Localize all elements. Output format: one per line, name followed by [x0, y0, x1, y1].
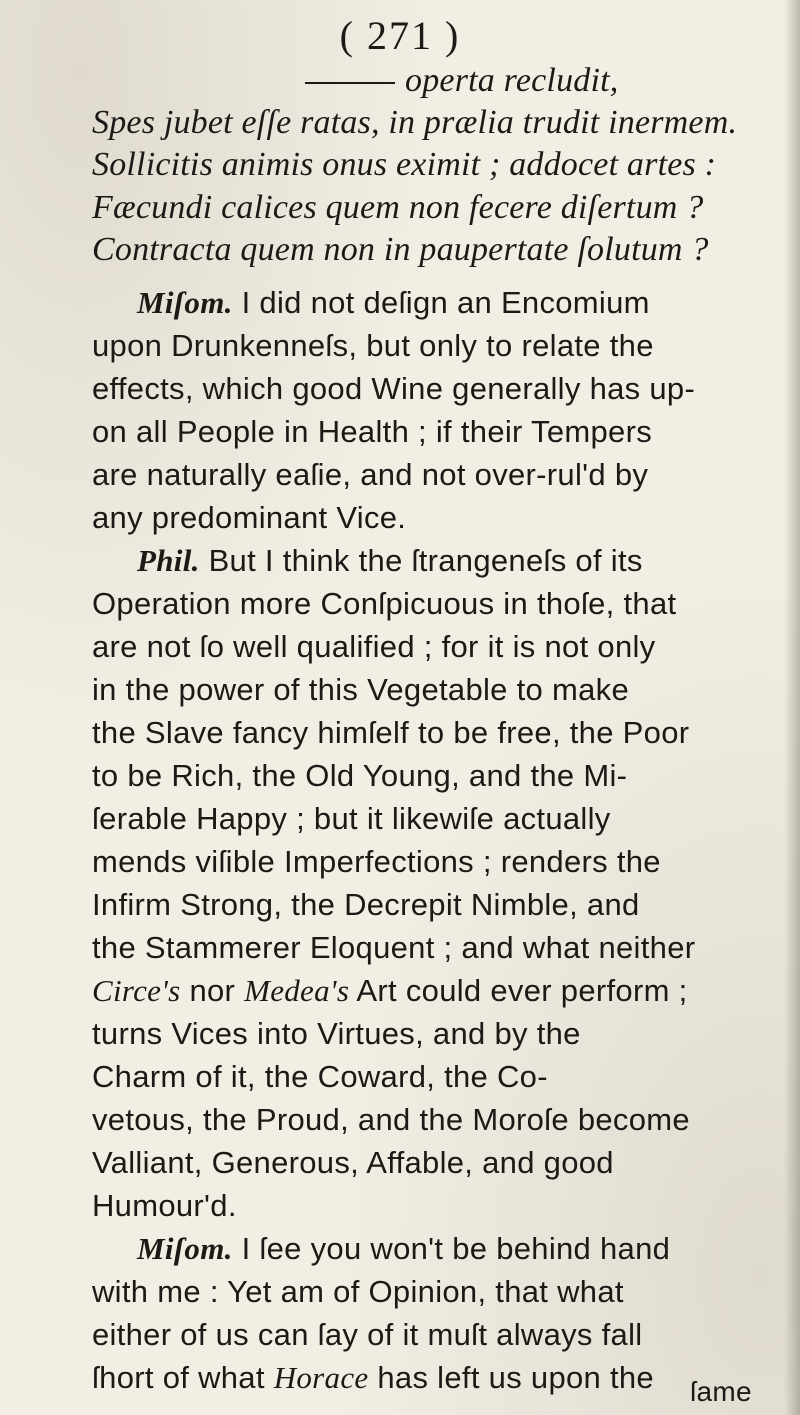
paragraph1-line-4: on all People in Health ; if their Tempers: [92, 414, 652, 449]
speaker-label: Miſom.: [137, 285, 233, 320]
paragraph2-line-15: Valliant, Generous, Affable, and good: [92, 1145, 614, 1180]
name-circe: Circe's: [92, 973, 181, 1008]
verse-line-1: [305, 62, 618, 100]
speaker-label: Miſom.: [137, 1231, 233, 1266]
page-number: ( 271 ): [339, 13, 461, 58]
paragraph1-line-1: [137, 285, 650, 321]
verse-line-2: Spes jubet eſſe ratas, in prælia trudit inermem.: [92, 104, 738, 141]
paragraph3-line-2: with me : Yet am of Opinion, that what: [92, 1274, 624, 1309]
paragraph1-line-1-text: I did not deſign an Encomium: [241, 285, 650, 320]
paragraph1-line-5: are naturally eaſie, and not over-rul'd by: [92, 457, 649, 492]
paragraph2-line-14: vetous, the Proud, and the Moroſe become: [92, 1102, 690, 1137]
paragraph2-line-13: Charm of it, the Coward, the Co-: [92, 1059, 548, 1094]
paragraph2-line-11-rest: Art could ever perform ;: [356, 973, 688, 1008]
dash-rule: [305, 82, 395, 84]
paragraph2-line-1: [137, 543, 643, 579]
catchword: ſame: [690, 1376, 752, 1407]
paragraph2-line-11: [92, 973, 688, 1009]
verse-line-5: Contracta quem non in paupertate ſolutum ?: [92, 231, 709, 268]
paragraph1-line-3: effects, which good Wine generally has up-: [92, 371, 696, 406]
paragraph2-line-5: the Slave fancy himſelf to be free, the Poor: [92, 715, 690, 750]
paragraph2-line-6: to be Rich, the Old Young, and the Mi-: [92, 758, 628, 793]
paragraph3-line-4-pre: ſhort of what: [92, 1360, 265, 1395]
paragraph2-line-10: the Stammerer Eloquent ; and what neither: [92, 930, 696, 965]
speaker-label: Phil.: [137, 543, 200, 578]
name-medea: Medea's: [244, 973, 350, 1008]
paragraph3-line-3: either of us can ſay of it muſt always fall: [92, 1317, 643, 1352]
word-nor: nor: [189, 973, 236, 1008]
paragraph2-line-16: Humour'd.: [92, 1188, 237, 1223]
verse-line-4: Fæcundi calices quem non fecere diſertum ?: [92, 189, 704, 226]
verse-line-1-text: operta recludit,: [405, 62, 619, 99]
paragraph2-line-8: mends viſible Imperfections ; renders the: [92, 844, 661, 879]
paragraph3-line-4-post: has left us upon the: [377, 1360, 654, 1395]
paragraph2-line-1-text: But I think the ſtrangeneſs of its: [208, 543, 643, 578]
paragraph2-line-2: Operation more Conſpicuous in thoſe, that: [92, 586, 677, 621]
paragraph3-line-4: [92, 1360, 654, 1396]
paragraph1-line-2: upon Drunkenneſs, but only to relate the: [92, 328, 654, 363]
paragraph2-line-12: turns Vices into Virtues, and by the: [92, 1016, 581, 1051]
page-edge-shadow: [784, 0, 800, 1415]
paragraph2-line-9: Infirm Strong, the Decrepit Nimble, and: [92, 887, 640, 922]
verse-line-3: Sollicitis animis onus eximit ; addocet artes :: [92, 146, 717, 183]
paragraph3-line-1-text: I ſee you won't be behind hand: [241, 1231, 671, 1266]
paragraph3-line-1: [137, 1231, 670, 1267]
paragraph1-line-6: any predominant Vice.: [92, 500, 407, 535]
paragraph2-line-4: in the power of this Vegetable to make: [92, 672, 630, 707]
name-horace: Horace: [273, 1360, 369, 1395]
paragraph2-line-3: are not ſo well qualified ; for it is not only: [92, 629, 656, 664]
paragraph2-line-7: ſerable Happy ; but it likewiſe actually: [92, 801, 611, 836]
